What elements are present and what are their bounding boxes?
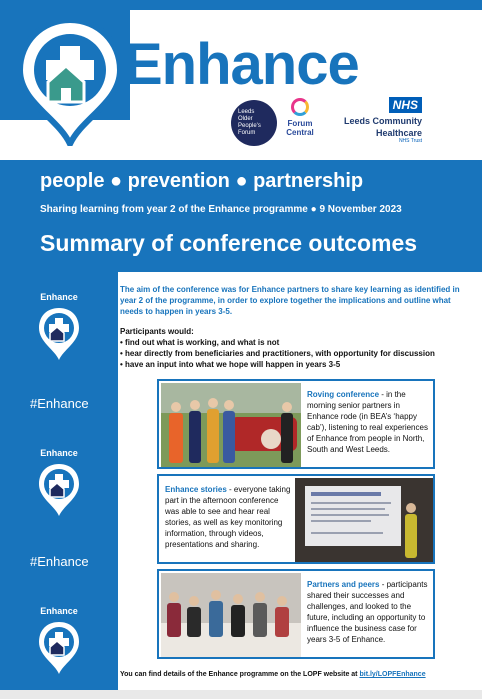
enhance-stories-photo <box>295 478 433 562</box>
nhs-badge: NHS <box>389 97 422 113</box>
event-subline: Sharing learning from year 2 of the Enhance programme ● 9 November 2023 <box>40 204 402 215</box>
partners-peers-heading: Partners and peers <box>307 580 380 589</box>
roving-conference-caption <box>307 389 431 455</box>
enhance-stories-caption <box>165 484 291 550</box>
footer <box>120 671 475 678</box>
lopf-logo-line: Forum <box>238 130 256 136</box>
enhance-pin-icon <box>37 620 81 676</box>
forum-central-line: Central <box>286 128 314 137</box>
nhs-org-name-line: Leeds Community <box>343 116 422 126</box>
enhance-stories-text: - everyone taking part in the afternoon conference was able to see and hear real stories, as well as key monitoring information, through videos, presentations and sharing. <box>165 485 291 549</box>
hashtag-label: #Enhance <box>30 554 89 569</box>
nhs-trust-label: NHS Trust <box>398 138 422 144</box>
tagline: people ● prevention ● partnership <box>40 170 364 192</box>
sidebar <box>0 272 118 690</box>
roving-conference-photo <box>161 383 301 467</box>
enhance-pin-logo-icon <box>18 18 122 146</box>
enhance-stories-heading: Enhance stories <box>165 485 227 494</box>
participants-list <box>120 337 475 370</box>
participants-block <box>120 326 475 370</box>
intro-paragraph: The aim of the conference was for Enhance partners to share key learning as identified in year 2 of the programme, in order to explore together the implications and outline what needs to happen in years 3-5. <box>120 285 460 316</box>
lopf-logo-line: Older <box>238 116 253 122</box>
top-stripe <box>0 0 482 10</box>
lopf-logo <box>231 100 277 146</box>
participants-heading: Participants would: <box>120 327 194 336</box>
partners-peers-photo <box>161 573 301 657</box>
roving-conference-heading: Roving conference <box>307 390 380 399</box>
enhance-pin-icon <box>37 462 81 518</box>
lopf-logo-line: People's <box>238 123 261 129</box>
list-item: • have an input into what we hope will happen in years 3-5 <box>120 359 475 370</box>
forum-central-logo <box>281 98 319 142</box>
nhs-org-name-line: Healthcare <box>375 128 422 138</box>
enhance-pin-icon <box>37 306 81 362</box>
sidebar-enhance-label: Enhance <box>40 292 78 302</box>
list-item: • hear directly from beneficiaries and practitioners, with opportunity for discussion <box>120 348 475 359</box>
roving-conference-box <box>157 379 435 469</box>
list-item: • find out what is working, and what is not <box>120 337 475 348</box>
enhance-stories-box <box>157 474 435 564</box>
forum-central-line: Forum <box>287 119 313 128</box>
hashtag-label: #Enhance <box>30 396 89 411</box>
partners-peers-text: - participants shared their successes and challenges, and looked to the future, including an opportunity to influence the business case for years 3-5 of Enhance. <box>307 580 428 644</box>
roving-conference-text: - in the morning senior partners in Enhance rode (in BEA’s ‘happy cab’), listening to real experiences of Enhance from people in North, South and West Leeds. <box>307 390 428 454</box>
partners-peers-caption <box>307 579 431 645</box>
sidebar-enhance-label: Enhance <box>40 606 78 616</box>
lopf-logo-line: Leeds <box>238 109 255 115</box>
sidebar-enhance-label: Enhance <box>40 448 78 458</box>
nhs-logo <box>322 96 422 144</box>
lopf-enhance-link[interactable]: bit.ly/LOPFEnhance <box>359 671 426 678</box>
forum-central-mark-icon <box>291 98 309 116</box>
page-title: Enhance <box>124 32 359 97</box>
title-banner <box>0 160 482 272</box>
footer-text: You can find details of the Enhance programme on the LOPF website at <box>120 671 360 678</box>
partners-peers-box <box>157 569 435 659</box>
summary-heading: Summary of conference outcomes <box>40 230 418 256</box>
